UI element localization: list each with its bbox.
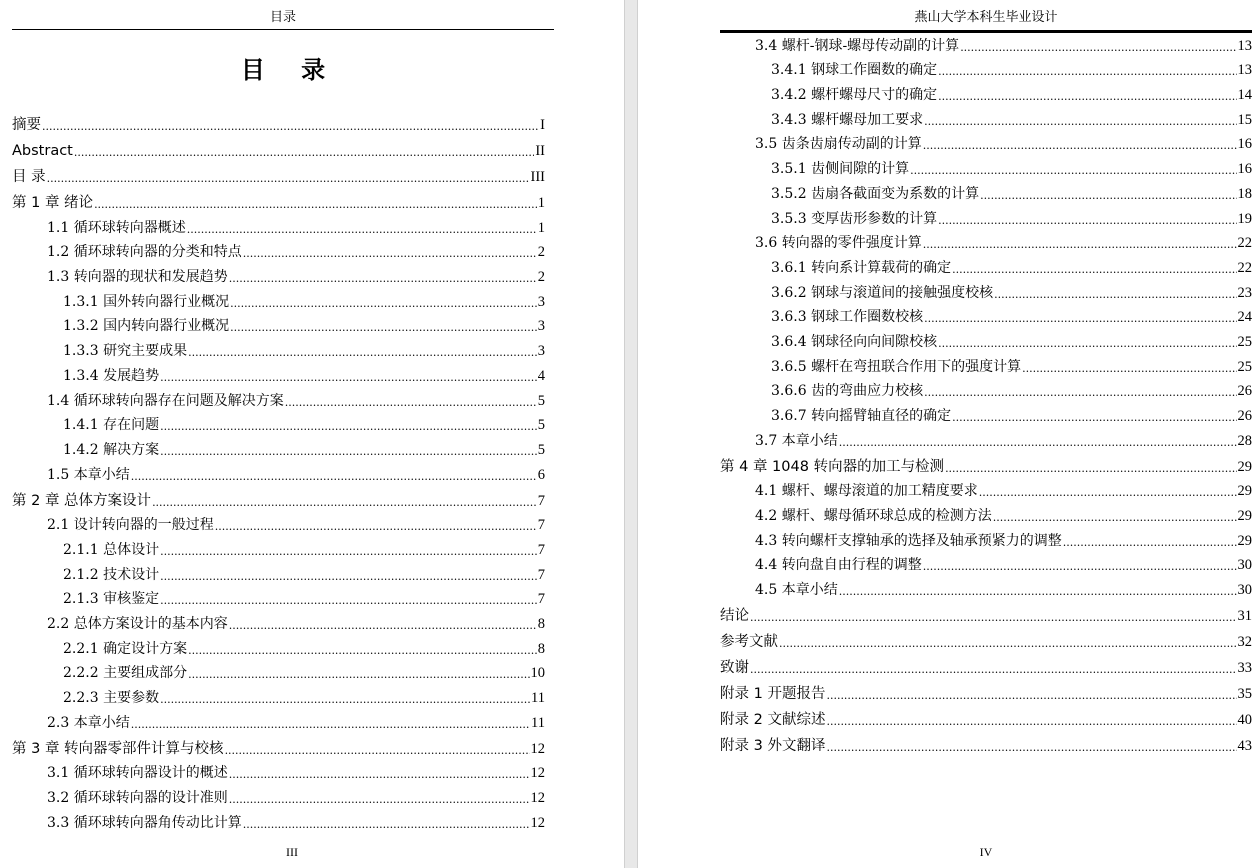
toc-entry-page: 1: [537, 219, 545, 236]
toc-entry-title: Abstract: [12, 143, 73, 159]
toc-entry[interactable]: [12, 459, 545, 484]
dot-leader: [750, 663, 1237, 677]
toc-entry-title: 3.6.3 钢球工作圈数校核: [771, 309, 924, 326]
toc-entry[interactable]: [720, 178, 1252, 203]
toc-entry-page: 1: [537, 195, 545, 211]
toc-entry-title: 4.4 转向盘自由行程的调整: [755, 557, 922, 574]
toc-entry-page: III: [530, 169, 545, 185]
toc-entry-page: 14: [1237, 87, 1252, 104]
dot-leader: [839, 585, 1237, 599]
toc-entry[interactable]: [12, 682, 545, 707]
dot-leader: [923, 139, 1237, 153]
toc-entry[interactable]: [720, 153, 1252, 178]
toc-entry-title: 3.4 螺杆-钢球-螺母传动副的计算: [755, 37, 960, 54]
toc-entry-page: 31: [1237, 608, 1252, 625]
toc-entry-page: 7: [537, 541, 545, 558]
dot-leader: [187, 223, 537, 237]
toc-entry-page: 40: [1237, 712, 1252, 729]
toc-entry-page: 24: [1237, 309, 1252, 326]
toc-entry-title: 3.1 循环球转向器设计的概述: [47, 765, 228, 782]
toc-entry-page: 29: [1237, 508, 1252, 525]
dot-leader: [938, 337, 1236, 351]
toc-entry[interactable]: [12, 732, 545, 758]
dot-leader: [160, 371, 537, 385]
toc-title: 目 录: [240, 55, 340, 84]
toc-entry-title: 摘要: [12, 117, 41, 133]
toc-entry-title: 4.2 螺杆、螺母循环球总成的检测方法: [755, 508, 992, 525]
toc-entry[interactable]: [12, 108, 545, 134]
toc-entry-title: 1.3.2 国内转向器行业概况: [63, 318, 230, 335]
toc-entry-title: 3.5.3 变厚齿形参数的计算: [771, 210, 938, 227]
toc-entry-title: 1.4.2 解决方案: [63, 441, 160, 458]
dot-leader: [994, 288, 1236, 302]
table-of-contents-left: [12, 108, 545, 832]
toc-entry-title: 3.6.6 齿的弯曲应力校核: [771, 383, 924, 400]
dot-leader: [979, 486, 1237, 500]
toc-entry-page: 22: [1237, 235, 1252, 252]
toc-entry[interactable]: [720, 425, 1252, 450]
dot-leader: [230, 321, 537, 335]
toc-entry-title: 4.1 螺杆、螺母滚道的加工精度要求: [755, 483, 978, 500]
toc-entry-title: 3.4.3 螺杆螺母加工要求: [771, 111, 924, 128]
toc-entry[interactable]: [720, 525, 1252, 550]
dot-leader: [160, 420, 537, 434]
toc-entry-title: 3.6.7 转向摇臂轴直径的确定: [771, 408, 952, 424]
toc-entry[interactable]: [12, 707, 545, 732]
dot-leader: [229, 619, 537, 633]
toc-entry-page: 25: [1237, 333, 1252, 350]
toc-entry-title: 结论: [720, 608, 749, 625]
toc-entry-page: 8: [537, 616, 545, 632]
toc-entry-page: 12: [530, 740, 545, 757]
dot-leader: [42, 120, 539, 134]
dot-leader: [826, 741, 1236, 755]
dot-leader: [229, 272, 537, 286]
dot-leader: [243, 818, 530, 832]
toc-entry-page: 7: [537, 492, 545, 509]
toc-entry[interactable]: [12, 212, 545, 237]
toc-entry-title: 3.6 转向器的零件强度计算: [755, 235, 922, 252]
toc-entry[interactable]: [720, 302, 1252, 327]
toc-entry-page: 33: [1237, 660, 1252, 677]
dot-leader: [1063, 536, 1237, 550]
toc-entry[interactable]: [12, 807, 545, 832]
toc-entry-page: 43: [1237, 738, 1252, 755]
toc-entry-page: 6: [537, 466, 545, 483]
toc-entry[interactable]: [720, 55, 1252, 80]
document-page-left: [0, 0, 624, 868]
toc-entry-title: 3.6.5 螺杆在弯扭联合作用下的强度计算: [771, 358, 1022, 375]
toc-entry-page: II: [535, 143, 545, 159]
toc-entry-page: 22: [1237, 259, 1252, 276]
dot-leader: [229, 768, 530, 782]
toc-entry[interactable]: [12, 335, 545, 360]
toc-entry-page: 5: [537, 441, 545, 458]
toc-entry-page: 16: [1237, 161, 1252, 178]
toc-entry-page: 12: [530, 765, 545, 782]
toc-entry[interactable]: [720, 729, 1252, 755]
toc-entry-title: 1.5 本章小结: [47, 466, 130, 483]
toc-entry-title: 致谢: [720, 660, 749, 677]
toc-entry[interactable]: [12, 510, 545, 535]
dot-leader: [910, 164, 1236, 178]
dot-leader: [826, 715, 1236, 729]
dot-leader: [924, 386, 1236, 400]
toc-entry-title: 3.4.2 螺杆螺母尺寸的确定: [771, 87, 938, 104]
toc-entry[interactable]: [720, 376, 1252, 401]
toc-entry-title: 3.6.1 转向系计算载荷的确定: [771, 259, 952, 276]
toc-entry-page: 35: [1237, 686, 1252, 703]
dot-leader: [47, 172, 530, 186]
dot-leader: [230, 297, 537, 311]
toc-entry-title: 1.3.4 发展趋势: [63, 367, 160, 384]
toc-entry-title: 1.1 循环球转向器概述: [47, 219, 186, 236]
toc-entry-title: 第 1 章 绪论: [12, 195, 94, 211]
dot-leader: [160, 693, 530, 707]
toc-entry-title: 2.1.3 审核鉴定: [63, 591, 160, 608]
toc-entry-page: 12: [530, 814, 545, 831]
toc-entry-page: 12: [530, 790, 545, 807]
dot-leader: [215, 520, 537, 534]
toc-entry[interactable]: [720, 625, 1252, 651]
dot-leader: [131, 470, 537, 484]
dot-leader: [160, 570, 537, 584]
dot-leader: [826, 689, 1236, 703]
toc-entry[interactable]: [720, 677, 1252, 703]
dot-leader: [1022, 362, 1236, 376]
toc-entry-title: 目 录: [12, 169, 46, 185]
toc-entry-page: I: [540, 117, 545, 133]
dot-leader: [152, 496, 537, 510]
dot-leader: [952, 263, 1236, 277]
toc-entry-page: 10: [530, 665, 545, 682]
toc-entry-title: 4.5 本章小结: [755, 582, 838, 599]
toc-entry-page: 23: [1237, 284, 1252, 301]
toc-entry[interactable]: [720, 599, 1252, 625]
table-of-contents-right: [720, 30, 1252, 755]
dot-leader: [285, 396, 537, 410]
toc-entry-title: 3.6.4 钢球径向向间隙校核: [771, 333, 938, 350]
toc-entry[interactable]: [720, 450, 1252, 476]
toc-entry[interactable]: [12, 633, 545, 658]
toc-entry-title: 1.4.1 存在问题: [63, 417, 160, 434]
toc-entry-title: 1.4 循环球转向器存在问题及解决方案: [47, 392, 284, 409]
dot-leader: [225, 744, 530, 758]
toc-entry-page: 28: [1237, 432, 1252, 449]
toc-entry-title: 2.1 设计转向器的一般过程: [47, 517, 214, 534]
toc-entry-title: 2.1.2 技术设计: [63, 566, 160, 583]
dot-leader: [923, 238, 1237, 252]
running-header: 燕山大学本科生毕业设计: [720, 6, 1252, 33]
toc-entry-page: 26: [1237, 408, 1252, 424]
dot-leader: [952, 411, 1236, 425]
toc-entry[interactable]: [720, 574, 1252, 599]
toc-entry-page: 29: [1237, 458, 1252, 475]
toc-entry-title: 第 2 章 总体方案设计: [12, 492, 152, 509]
toc-entry-page: 11: [531, 714, 545, 731]
dot-leader: [160, 545, 537, 559]
toc-entry-title: 3.5.2 齿扇各截面变为系数的计算: [771, 185, 980, 202]
toc-entry[interactable]: [12, 160, 545, 186]
toc-entry-page: 19: [1237, 210, 1252, 227]
toc-entry[interactable]: [720, 476, 1252, 501]
toc-entry[interactable]: [12, 186, 545, 212]
toc-entry-page: 7: [537, 517, 545, 534]
page-number: IV: [979, 845, 993, 859]
toc-entry-title: 1.2 循环球转向器的分类和特点: [47, 244, 242, 261]
toc-entry-page: 11: [531, 690, 545, 707]
toc-entry[interactable]: [720, 351, 1252, 376]
toc-entry[interactable]: [720, 550, 1252, 575]
toc-entry-title: 3.2 循环球转向器的设计准则: [47, 790, 228, 807]
dot-leader: [160, 445, 537, 459]
toc-entry[interactable]: [720, 252, 1252, 277]
toc-entry[interactable]: [12, 559, 545, 584]
toc-entry-title: 2.2.3 主要参数: [63, 690, 160, 707]
toc-entry-title: 4.3 转向螺杆支撑轴承的选择及轴承预紧力的调整: [755, 532, 1062, 549]
toc-entry[interactable]: [12, 758, 545, 783]
toc-entry[interactable]: [12, 658, 545, 683]
toc-entry[interactable]: [12, 360, 545, 385]
page-number: III: [286, 845, 298, 859]
toc-entry[interactable]: [12, 484, 545, 510]
toc-entry-page: 5: [537, 417, 545, 434]
toc-entry-page: 2: [537, 269, 545, 286]
dot-leader: [839, 436, 1237, 450]
toc-entry[interactable]: [12, 237, 545, 262]
toc-entry[interactable]: [720, 326, 1252, 351]
toc-entry-title: 参考文献: [720, 634, 778, 651]
toc-entry[interactable]: [12, 782, 545, 807]
toc-entry-title: 第 3 章 转向器零部件计算与校核: [12, 740, 224, 757]
dot-leader: [229, 793, 530, 807]
toc-entry-title: 3.7 本章小结: [755, 432, 838, 449]
toc-entry[interactable]: [12, 261, 545, 286]
toc-entry[interactable]: [720, 400, 1252, 425]
toc-entry[interactable]: [720, 129, 1252, 154]
toc-entry-page: 30: [1237, 582, 1252, 599]
toc-entry-page: 3: [537, 293, 545, 310]
toc-entry[interactable]: [12, 608, 545, 633]
dot-leader: [750, 611, 1237, 625]
toc-entry-title: 第 4 章 1048 转向器的加工与检测: [720, 458, 945, 475]
document-page-right: [638, 0, 1259, 868]
toc-entry[interactable]: [12, 385, 545, 410]
toc-entry-page: 7: [537, 591, 545, 608]
toc-entry[interactable]: [12, 434, 545, 459]
dot-leader: [938, 65, 1236, 79]
toc-entry-title: 2.2.2 主要组成部分: [63, 665, 188, 682]
toc-entry[interactable]: [12, 286, 545, 311]
toc-entry[interactable]: [12, 534, 545, 559]
toc-entry-title: 2.3 本章小结: [47, 714, 130, 731]
toc-entry[interactable]: [720, 203, 1252, 228]
toc-entry[interactable]: [720, 703, 1252, 729]
dot-leader: [924, 115, 1236, 129]
dot-leader: [160, 594, 537, 608]
running-header: 目录: [12, 6, 554, 30]
dot-leader: [945, 462, 1236, 476]
toc-entry-page: 18: [1237, 185, 1252, 202]
toc-entry-page: 8: [537, 640, 545, 657]
toc-entry[interactable]: [720, 277, 1252, 302]
toc-entry-title: 附录 1 开题报告: [720, 686, 826, 703]
toc-entry-page: 3: [537, 318, 545, 335]
toc-entry-page: 29: [1237, 483, 1252, 500]
toc-entry[interactable]: [720, 228, 1252, 253]
toc-entry[interactable]: [720, 651, 1252, 677]
toc-entry-title: 3.4.1 钢球工作圈数的确定: [771, 62, 938, 79]
toc-entry-title: 附录 3 外文翻译: [720, 738, 826, 755]
toc-entry-title: 1.3.3 研究主要成果: [63, 343, 188, 360]
toc-entry-page: 4: [537, 367, 545, 384]
dot-leader: [779, 637, 1237, 651]
toc-entry-title: 2.2 总体方案设计的基本内容: [47, 616, 228, 632]
toc-entry[interactable]: [720, 500, 1252, 525]
dot-leader: [938, 90, 1236, 104]
toc-entry-title: 1.3 转向器的现状和发展趋势: [47, 269, 228, 286]
dot-leader: [94, 198, 537, 212]
toc-entry-page: 13: [1237, 62, 1252, 79]
toc-entry-title: 3.5 齿条齿扇传动副的计算: [755, 136, 922, 153]
dot-leader: [188, 644, 537, 658]
toc-entry-title: 3.3 循环球转向器角传动比计算: [47, 814, 242, 831]
toc-entry-page: 29: [1237, 532, 1252, 549]
toc-entry-page: 13: [1237, 37, 1252, 54]
toc-entry[interactable]: [720, 30, 1252, 55]
toc-entry-page: 26: [1237, 383, 1252, 400]
toc-entry-page: 7: [537, 566, 545, 583]
dot-leader: [131, 718, 530, 732]
dot-leader: [243, 247, 537, 261]
dot-leader: [188, 346, 537, 360]
toc-entry-title: 附录 2 文献综述: [720, 712, 826, 729]
toc-entry-title: 3.5.1 齿侧间隙的计算: [771, 161, 910, 178]
toc-entry-page: 25: [1237, 358, 1252, 375]
toc-entry-page: 2: [537, 244, 545, 261]
toc-entry[interactable]: [12, 410, 545, 435]
toc-entry-title: 3.6.2 钢球与滚道间的接触强度校核: [771, 284, 994, 301]
dot-leader: [980, 189, 1236, 203]
toc-entry-page: 5: [537, 392, 545, 409]
dot-leader: [923, 560, 1237, 574]
toc-entry-title: 2.2.1 确定设计方案: [63, 640, 188, 657]
toc-entry-page: 30: [1237, 557, 1252, 574]
toc-entry-page: 32: [1237, 634, 1252, 651]
toc-entry[interactable]: [720, 79, 1252, 104]
toc-entry-title: 2.1.1 总体设计: [63, 541, 160, 558]
dot-leader: [960, 41, 1236, 55]
toc-entry[interactable]: [12, 584, 545, 609]
toc-entry-page: 16: [1237, 136, 1252, 153]
dot-leader: [74, 146, 534, 160]
dot-leader: [188, 668, 529, 682]
dot-leader: [993, 511, 1237, 525]
page-gutter: [624, 0, 638, 868]
dot-leader: [924, 312, 1236, 326]
toc-entry-page: 3: [537, 343, 545, 360]
toc-entry-title: 1.3.1 国外转向器行业概况: [63, 293, 230, 310]
toc-entry[interactable]: [12, 311, 545, 336]
toc-entry[interactable]: [12, 134, 545, 160]
dot-leader: [938, 214, 1236, 228]
toc-entry-page: 15: [1237, 111, 1252, 128]
toc-entry[interactable]: [720, 104, 1252, 129]
